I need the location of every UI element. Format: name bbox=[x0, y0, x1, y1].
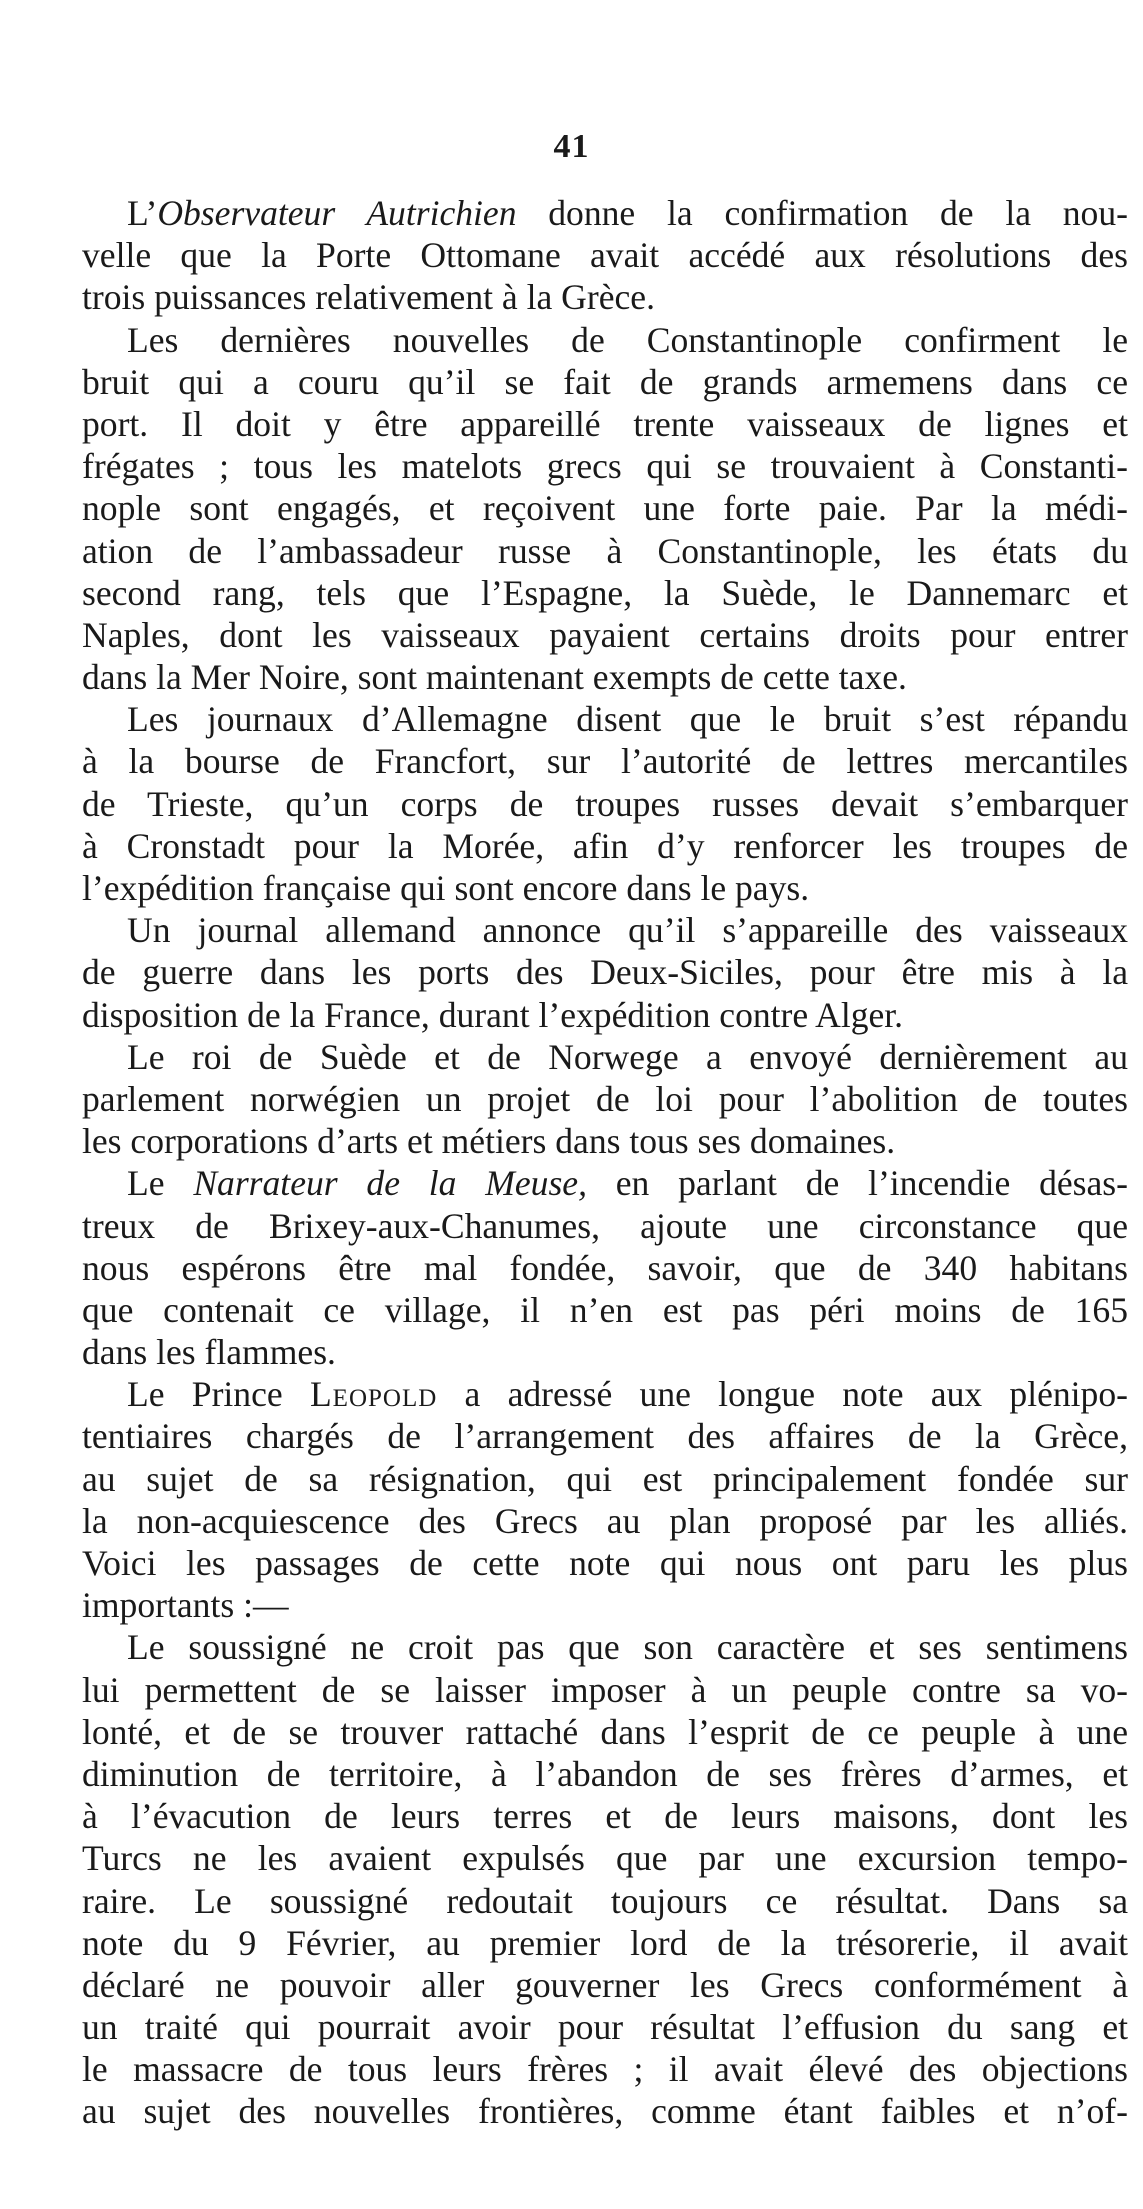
text-line: à Cronstadt pour la Morée, afin d’y renforcer les troupes de bbox=[82, 825, 1128, 866]
text-line: lonté, et de se trouver rattaché dans l’esprit de ce peuple à une bbox=[82, 1711, 1128, 1752]
text-line bbox=[82, 1373, 1128, 1415]
italic-title: Narrateur de la Meuse, bbox=[193, 1163, 587, 1204]
text-line: Voici les passages de cette note qui nous ont paru les plus bbox=[82, 1543, 1128, 1583]
text-line: treux de Brixey-aux-Chanumes, ajoute une circonstance que bbox=[82, 1205, 1128, 1246]
paragraph-allemagne bbox=[82, 698, 1128, 909]
text-line: de Trieste, qu’un corps de troupes russes devait s’embarquer bbox=[82, 783, 1128, 824]
text-line: importants :— bbox=[82, 1585, 289, 1626]
text-run: a adressé une longue note aux plénipo- bbox=[437, 1374, 1128, 1415]
text-line: à l’évacution de leurs terres et de leurs maisons, dont les bbox=[82, 1796, 1128, 1837]
text-run: Le Prince bbox=[127, 1374, 310, 1415]
paragraph-constantinople bbox=[82, 319, 1128, 699]
text-line: l’expédition française qui sont encore dans le pays. bbox=[82, 868, 810, 908]
text-line: dans les flammes. bbox=[82, 1332, 336, 1373]
text-line: à la bourse de Francfort, sur l’autorité de lettres mercantiles bbox=[82, 741, 1128, 782]
text-line: lui permettent de se laisser imposer à un peuple contre sa vo- bbox=[82, 1669, 1128, 1710]
text-line: port. Il doit y être appareillé trente vaisseaux de lignes et bbox=[82, 403, 1128, 444]
text-run: en parlant de l’incendie désas- bbox=[586, 1163, 1128, 1204]
text-line: dans la Mer Noire, sont maintenant exempts de cette taxe. bbox=[82, 657, 907, 698]
text-line: ation de l’ambassadeur russe à Constantinople, les états du bbox=[82, 530, 1128, 571]
italic-title: Observateur Autrichien bbox=[157, 193, 517, 233]
text-line: note du 9 Février, au premier lord de la trésorerie, il avait bbox=[82, 1922, 1128, 1963]
text-run: L’ bbox=[127, 193, 158, 233]
text-line bbox=[82, 192, 1128, 234]
text-line: parlement norwégien un projet de loi pour l’abolition de toutes bbox=[82, 1078, 1128, 1119]
text-line: disposition de la France, durant l’expédition contre Alger. bbox=[82, 994, 904, 1035]
small-caps-name: Leopold bbox=[309, 1374, 438, 1415]
text-line: Naples, dont les vaisseaux payaient certains droits pour entrer bbox=[82, 614, 1128, 655]
text-line: diminution de territoire, à l’abandon de ses frères d’armes, et bbox=[82, 1753, 1128, 1794]
paragraph-observateur bbox=[82, 192, 1128, 319]
text-line: nople sont engagés, et reçoivent une forte paie. Par la médi- bbox=[82, 488, 1128, 529]
text-line: Turcs ne les avaient expulsés que par une excursion tempo- bbox=[82, 1838, 1128, 1879]
paragraph-suede bbox=[82, 1036, 1128, 1163]
text-line: que contenait ce village, il n’en est pas péri moins de 165 bbox=[82, 1289, 1128, 1330]
text-line: au sujet de sa résignation, qui est principalement fondée sur bbox=[82, 1458, 1128, 1499]
text-line: tentiaires chargés de l’arrangement des affaires de la Grèce, bbox=[82, 1416, 1128, 1457]
text-line: velle que la Porte Ottomane avait accédé aux résolutions des bbox=[82, 235, 1128, 276]
text-line: bruit qui a couru qu’il se fait de grands armemens dans ce bbox=[82, 361, 1128, 402]
page-number: 41 bbox=[553, 128, 590, 165]
text-line: Les journaux d’Allemagne disent que le bruit s’est répandu bbox=[127, 699, 1128, 740]
text-line: la non-acquiescence des Grecs au plan proposé par les alliés. bbox=[82, 1500, 1128, 1541]
text-line: frégates ; tous les matelots grecs qui se trouvaient à Constanti- bbox=[82, 446, 1128, 487]
text-line: le massacre de tous leurs frères ; il avait élevé des objections bbox=[82, 2049, 1128, 2090]
text-line: déclaré ne pouvoir aller gouverner les Grecs conformément à bbox=[82, 1964, 1128, 2005]
text-run: donne la confirmation de la nou- bbox=[516, 193, 1128, 233]
text-line: trois puissances relativement à la Grèce. bbox=[82, 277, 655, 318]
text-line bbox=[82, 1162, 1128, 1204]
paragraph-narrateur bbox=[82, 1162, 1128, 1373]
text-run: Le bbox=[127, 1163, 194, 1204]
paragraph-deux-siciles bbox=[82, 909, 1128, 1036]
text-line: Le roi de Suède et de Norwege a envoyé dernièrement au bbox=[127, 1036, 1128, 1077]
text-line: second rang, tels que l’Espagne, la Suède, le Dannemarc et bbox=[82, 572, 1128, 613]
text-line: Les dernières nouvelles de Constantinople confirment le bbox=[127, 319, 1128, 360]
text-line: Le soussigné ne croit pas que son caractère et ses sentimens bbox=[127, 1627, 1128, 1668]
text-line: nous espérons être mal fondée, savoir, que de 340 habitans bbox=[82, 1247, 1128, 1288]
paragraph-leopold bbox=[82, 1373, 1128, 1626]
text-line: de guerre dans les ports des Deux-Siciles, pour être mis à la bbox=[82, 952, 1128, 993]
text-line: Un journal allemand annonce qu’il s’appareille des vaisseaux bbox=[127, 910, 1128, 951]
text-line: au sujet des nouvelles frontières, comme étant faibles et n’of- bbox=[82, 2091, 1128, 2132]
article-body bbox=[82, 192, 1128, 2133]
text-line: raire. Le soussigné redoutait toujours ce résultat. Dans sa bbox=[82, 1880, 1128, 1921]
paragraph-soussigne bbox=[82, 1626, 1128, 2132]
text-line: un traité qui pourrait avoir pour résultat l’effusion du sang et bbox=[82, 2007, 1128, 2048]
text-line: les corporations d’arts et métiers dans tous ses domaines. bbox=[82, 1121, 896, 1162]
